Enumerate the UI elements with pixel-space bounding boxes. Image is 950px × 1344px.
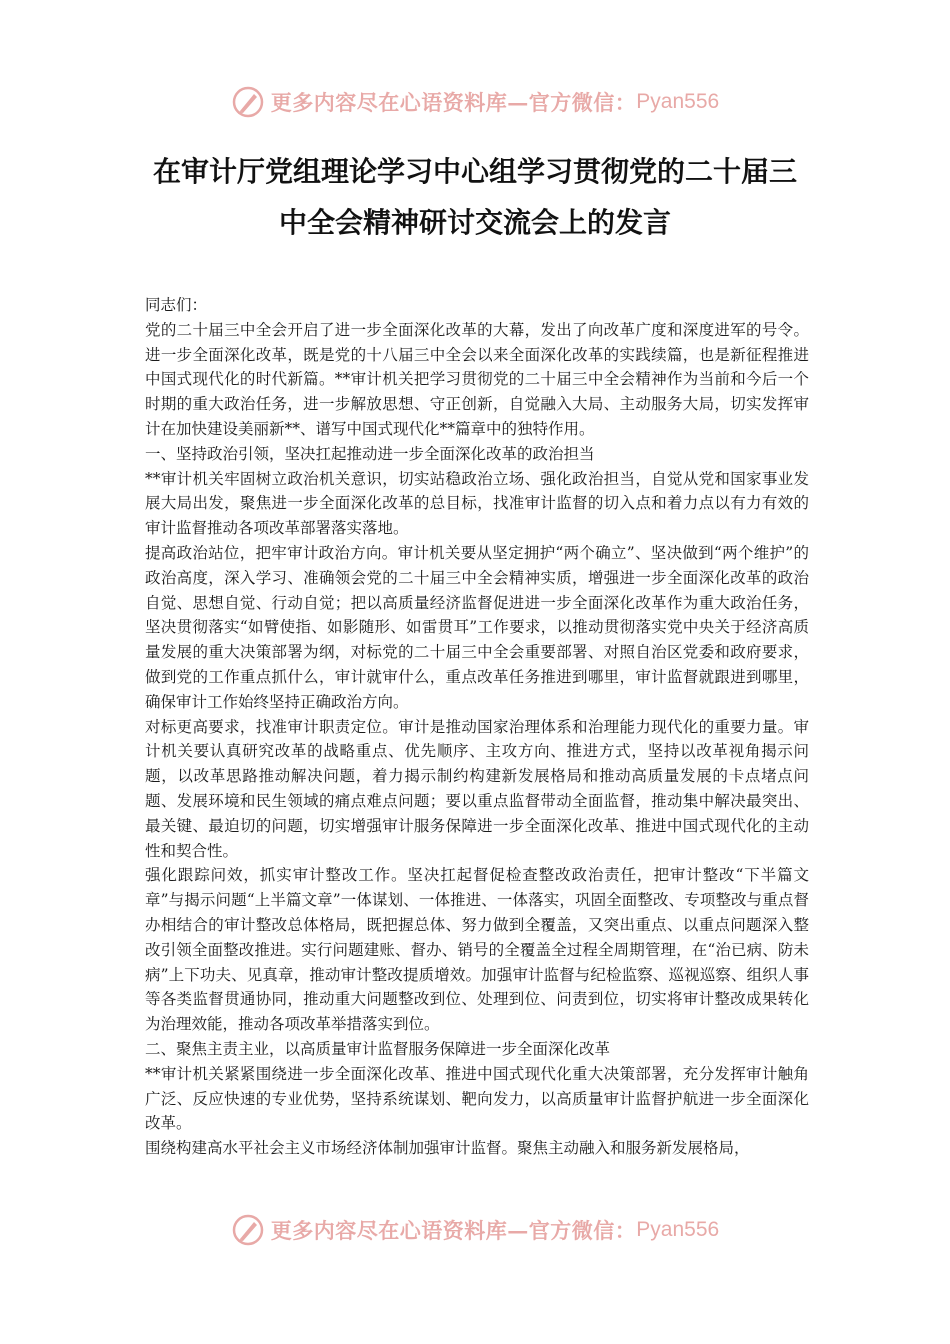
watermark-footer bbox=[0, 1210, 950, 1250]
document-body bbox=[145, 293, 809, 1161]
title-line-2: 中全会精神研讨交流会上的发言 bbox=[278, 206, 671, 239]
body-paragraph: 强化跟踪问效，抓实审计整改工作。坚决扛起督促检查整改政治责任，把审计整改“下半篇文章”与揭示问题“上半篇文章”一体谋划、一体推进、一体落实，巩固全面整改、专项整改与重点督办相结合的审计整改总体格局，既把握总体、努力做到全覆盖，又突出重点、以重点问题深入整改引领全面整改推进。实行问题建账、督办、销号的全覆盖全过程全周期管理，在“治已病、防未病”上下功夫、见真章，推动审计整改提质增效。加强审计监督与纪检监察、巡视巡察、组织人事等各类监督贯通协同，推动重大问题整改到位、处理到位、问责到位，切实将审计整改成果转化为治理效能，推动各项改革举措落实到位。 bbox=[145, 866, 809, 1034]
body-paragraph: **审计机关牢固树立政治机关意识，切实站稳政治立场、强化政治担当，自觉从党和国家事业发展大局出发，聚焦进一步全面深化改革的总目标，找准审计监督的切入点和着力点以有力有效的审计监督推动各项改革部署落实落地。 bbox=[145, 469, 809, 538]
pen-logo-icon bbox=[231, 85, 265, 119]
watermark-wechat-id: Pyan556 bbox=[636, 1218, 720, 1241]
salutation: 同志们： bbox=[145, 296, 208, 314]
document-title bbox=[120, 146, 830, 248]
section-heading: 二、聚焦主责主业，以高质量审计监督服务保障进一步全面深化改革 bbox=[145, 1039, 611, 1058]
pen-logo-icon bbox=[231, 1213, 265, 1247]
body-paragraph: 对标更高要求，找准审计职责定位。审计是推动国家治理体系和治理能力现代化的重要力量。审计机关要认真研究改革的战略重点、优先顺序、主攻方向、推进方式，坚持以改革视角揭示问题，以改革思路推动解决问题，着力揭示制约构建新发展格局和推动高质量发展的卡点堵点问题、发展环境和民生领域的痛点难点问题；要以重点监督带动全面监督，推动集中解决最突出、最关键、最迫切的问题，切实增强审计服务保障进一步全面深化改革、推进中国式现代化的主动性和契合性。 bbox=[145, 717, 809, 860]
section-heading: 一、坚持政治引领，坚决扛起推动进一步全面深化改革的政治担当 bbox=[145, 444, 595, 463]
body-paragraph: 提高政治站位，把牢审计政治方向。审计机关要从坚定拥护“两个确立”、坚决做到“两个维护”的政治高度，深入学习、准确领会党的二十届三中全会精神实质，增强进一步全面深化改革的政治自觉、思想自觉、行动自觉；把以高质量经济监督促进进一步全面深化改革作为重大政治任务，坚决贯彻落实“如臂使指、如影随形、如雷贯耳”工作要求，以推动贯彻落实党中央关于经济高质量发展的重大决策部署为纲，对标党的二十届三中全会重要部署、对照自治区党委和政府要求，做到党的工作重点抓什么，审计就审什么，重点改革任务推进到哪里，审计监督就跟进到哪里，确保审计工作始终坚持正确政治方向。 bbox=[145, 543, 809, 711]
watermark-text: 更多内容尽在心语资料库—官方微信： bbox=[270, 1218, 637, 1243]
body-paragraph: **审计机关紧紧围绕进一步全面深化改革、推进中国式现代化重大决策部署，充分发挥审计触角广泛、反应快速的专业优势，坚持系统谋划、靶向发力，以高质量审计监督护航进一步全面深化改革。 bbox=[145, 1064, 809, 1133]
body-paragraph: 围绕构建高水平社会主义市场经济体制加强审计监督。聚焦主动融入和服务新发展格局， bbox=[145, 1139, 750, 1158]
watermark-wechat-id: Pyan556 bbox=[636, 90, 720, 113]
body-paragraph: 党的二十届三中全会开启了进一步全面深化改革的大幕，发出了向改革广度和深度进军的号令。进一步全面深化改革，既是党的十八届三中全会以来全面深化改革的实践续篇，也是新征程推进中国式现代化的时代新篇。**审计机关把学习贯彻党的二十届三中全会精神作为当前和今后一个时期的重大政治任务，进一步解放思想、守正创新，自觉融入大局、主动服务大局，切实发挥审计在加快建设美丽新**、谱写中国式现代化**篇章中的独特作用。 bbox=[145, 320, 809, 438]
title-line-1: 在审计厅党组理论学习中心组学习贯彻党的二十届三 bbox=[152, 155, 797, 188]
watermark-header bbox=[0, 82, 950, 122]
watermark-text: 更多内容尽在心语资料库—官方微信： bbox=[270, 90, 637, 115]
